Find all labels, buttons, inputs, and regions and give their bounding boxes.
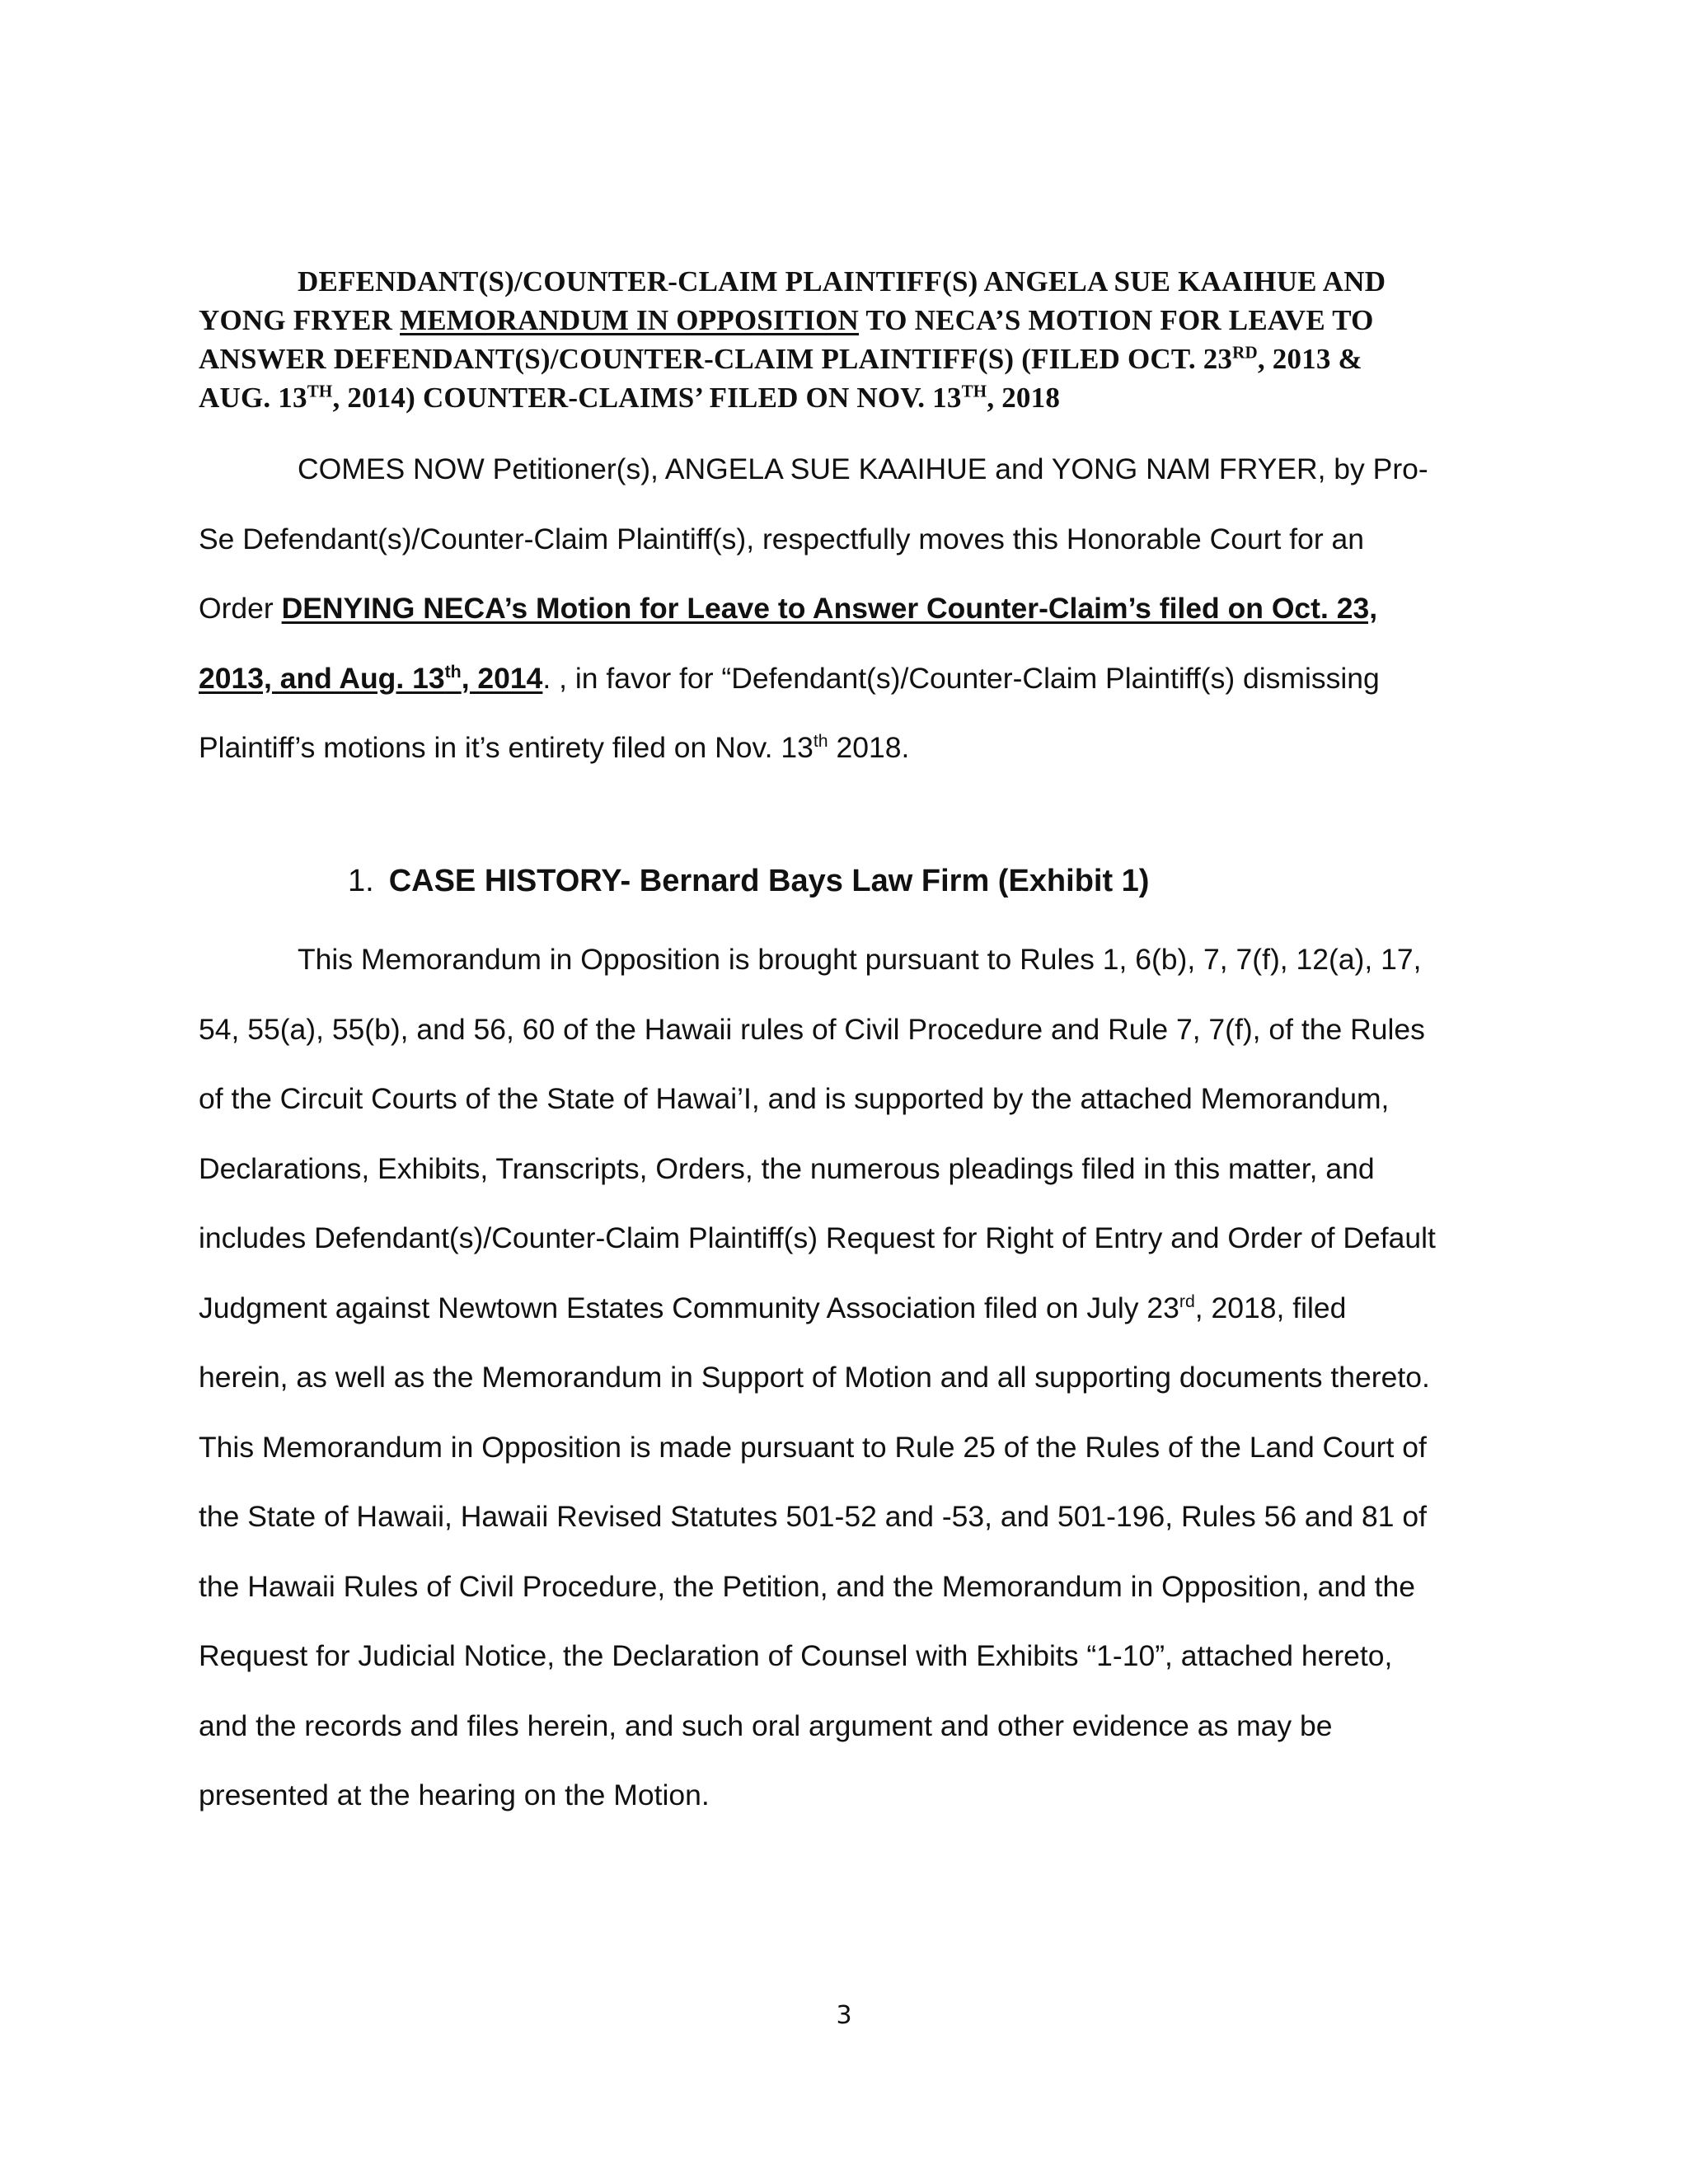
section-number: 1. [348, 864, 374, 898]
body-line-9: the State of Hawaii, Hawaii Revised Statutes 501-52 and -53, and 501-196, Rules 56 and 81 of [199, 1500, 1427, 1533]
memorandum-in-opposition-underlined: MEMORANDUM IN OPPOSITION [400, 304, 860, 336]
intro-line-1: COMES NOW Petitioner(s), ANGELA SUE KAAIHUE and YONG NAM FRYER, by Pro- [298, 452, 1428, 485]
body-paragraph [199, 925, 1501, 1830]
denying-order-text: DENYING NECA’s Motion for Leave to Answer Counter-Claim’s filed on Oct. 23, [281, 592, 1378, 625]
filing-dates-text: 2013, and Aug. 13th, 2014 [199, 661, 543, 695]
body-line-8: This Memorandum in Opposition is made pursuant to Rule 25 of the Rules of the Land Court of [199, 1430, 1427, 1464]
body-line-6: Judgment against Newtown Estates Community Association filed on July 23rd, 2018, filed [199, 1291, 1347, 1324]
page-number: 3 [836, 2001, 852, 2030]
body-line-12: and the records and files herein, and such oral argument and other evidence as may be [199, 1708, 1333, 1742]
body-line-1: This Memorandum in Opposition is brought pursuant to Rules 1, 6(b), 7, 7(f), 12(a), 17, [298, 943, 1422, 976]
section-title: CASE HISTORY- Bernard Bays Law Firm (Exhibit 1) [388, 864, 1150, 898]
heading-line-1: DEFENDANT(S)/COUNTER-CLAIM PLAINTIFF(S) ANGELA SUE KAAIHUE AND [298, 265, 1386, 298]
document-heading [199, 262, 1484, 417]
body-line-11: Request for Judicial Notice, the Declaration of Counsel with Exhibits “1-10”, attached hereto, [199, 1639, 1393, 1672]
body-line-7: herein, as well as the Memorandum in Support of Motion and all supporting documents thereto. [199, 1361, 1430, 1394]
body-line-5: includes Defendant(s)/Counter-Claim Plaintiff(s) Request for Right of Entry and Order of Default [199, 1221, 1436, 1254]
body-line-4: Declarations, Exhibits, Transcripts, Orders, the numerous pleadings filed in this matter, and [199, 1151, 1375, 1185]
body-line-13: presented at the hearing on the Motion. [199, 1779, 710, 1811]
intro-line-4: 2013, and Aug. 13th, 2014. , in favor for “Defendant(s)/Counter-Claim Plaintiff(s) dismissing [199, 661, 1380, 695]
body-line-10: the Hawaii Rules of Civil Procedure, the Petition, and the Memorandum in Opposition, and the [199, 1569, 1416, 1603]
heading-line-2: YONG FRYER MEMORANDUM IN OPPOSITION TO NECA’S MOTION FOR LEAVE TO [199, 304, 1374, 336]
section-heading-case-history [348, 861, 1149, 901]
body-line-3: of the Circuit Courts of the State of Hawai’I, and is supported by the attached Memorandum, [199, 1082, 1390, 1115]
heading-line-3: ANSWER DEFENDANT(S)/COUNTER-CLAIM PLAINTIFF(S) (FILED OCT. 23RD, 2013 & [199, 342, 1362, 375]
intro-line-3: Order DENYING NECA’s Motion for Leave to Answer Counter-Claim’s filed on Oct. 23, [199, 592, 1378, 625]
intro-line-5: Plaintiff’s motions in it’s entirety filed on Nov. 13th 2018. [199, 731, 910, 764]
intro-line-2: Se Defendant(s)/Counter-Claim Plaintiff(s), respectfully moves this Honorable Court for an [199, 522, 1365, 555]
intro-paragraph [199, 434, 1501, 783]
body-line-2: 54, 55(a), 55(b), and 56, 60 of the Hawaii rules of Civil Procedure and Rule 7, 7(f), of the Rules [199, 1012, 1425, 1046]
heading-line-4: AUG. 13TH, 2014) COUNTER-CLAIMS’ FILED ON NOV. 13TH, 2018 [199, 381, 1061, 414]
